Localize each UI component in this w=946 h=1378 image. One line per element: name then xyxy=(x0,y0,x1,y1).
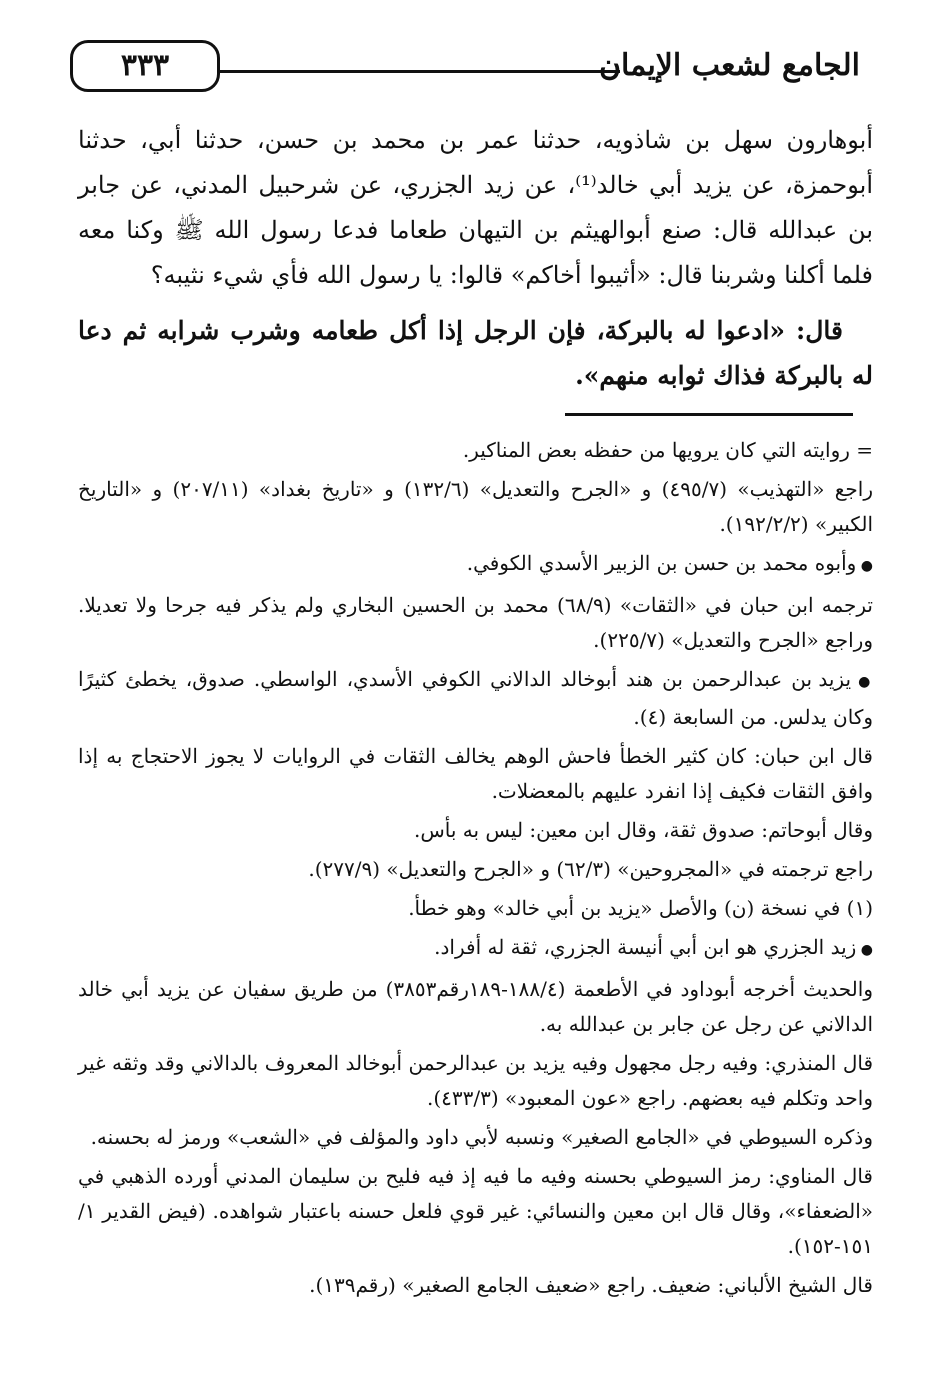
page-header xyxy=(70,40,870,100)
main-text xyxy=(78,118,873,398)
footnote-line: راجع ترجمته في «المجروحين» (٦٢/٣) و «الجرح والتعديل» (٢٧٧/٩). xyxy=(308,857,873,881)
hadith-chain-paragraph: أبوهارون سهل بن شاذويه، حدثنا عمر بن محمد بن حسن، حدثنا أبي، حدثنا أبوحمزة، عن يزيد أبي خالد⁽¹⁾، عن زيد الجزري، عن شرحبيل المدني، عن جابر بن عبدالله قال: صنع أبوالهيثم بن التيهان طعاما فدعا رسول الله ﷺ وكنا معه فلما أكلنا وشربنا قال: «أثيبوا أخاكم» قالوا: يا رسول الله فأي شيء نثيبه؟ xyxy=(78,126,873,289)
footnote-line: وذكره السيوطي في «الجامع الصغير» ونسبه لأبي داود والمؤلف في «الشعب» ورمز له بحسنه. xyxy=(90,1125,873,1149)
running-title: الجامع لشعب الإيمان xyxy=(598,48,860,83)
footnote-line: ● وأبوه محمد بن حسن بن الزبير الأسدي الكوفي. xyxy=(78,546,873,584)
footnotes xyxy=(78,433,873,1307)
prophetic-saying: قال: «ادعوا له بالبركة، فإن الرجل إذا أكل طعامه وشرب شرابه ثم دعا له بالبركة فذاك ثوابه منهم». xyxy=(78,316,873,390)
page-number: ٣٣٣ xyxy=(70,40,220,92)
header-rule xyxy=(220,70,620,73)
footnote-line: (١) في نسخة (ن) والأصل «يزيد بن أبي خالد» وهو خطأ. xyxy=(408,896,873,920)
footnote-line: قال الشيخ الألباني: ضعيف. راجع «ضعيف الجامع الصغير» (رقم١٣٩). xyxy=(309,1273,873,1297)
footnote-line: = روايته التي كان يرويها من حفظه بعض المناكير. xyxy=(462,438,873,462)
footnote-line: ● يزيد بن عبدالرحمن بن هند أبوخالد الدالاني الكوفي الأسدي، الواسطي. صدوق، يخطئ كثيرًا وكان يدلس. من السابعة (٤). xyxy=(78,662,873,735)
footnote-line: قال المناوي: رمز السيوطي بحسنه وفيه ما فيه إذ فيه فليح بن سليمان المدني أورده الذهبي في «الضعفاء»، وقال قال ابن معين والنسائي: غير قوي فلعل حسنه باعتبار شواهده. (فيض القدير ١/ ١٥١-١٥٢). xyxy=(78,1164,873,1258)
footnote-separator xyxy=(565,413,853,416)
footnote-line: قال ابن حبان: كان كثير الخطأ فاحش الوهم يخالف الثقات في الروايات لا يجوز الاحتجاج به إذا وافق الثقات فكيف إذا انفرد عليهم بالمعضلات. xyxy=(78,744,873,803)
footnote-line: راجع «التهذيب» (٤٩٥/٧) و «الجرح والتعديل» (١٣٢/٦) و «تاريخ بغداد» (٢٠٧/١١) و «التاريخ الكبير» (١٩٢/٢/٢). xyxy=(78,477,874,536)
footnote-line: وقال أبوحاتم: صدوق ثقة، وقال ابن معين: ليس به بأس. xyxy=(413,818,873,842)
footnote-line: ترجمه ابن حبان في «الثقات» (٦٨/٩) محمد بن الحسين البخاري ولم يذكر فيه جرحا ولا تعديلا. وراجع «الجرح والتعديل» (٢٢٥/٧). xyxy=(78,593,873,652)
footnote-line: والحديث أخرجه أبوداود في الأطعمة (١٨٨/٤-١٨٩رقم٣٨٥٣) من طريق سفيان عن يزيد أبي خالد الدالاني عن رجل عن جابر بن عبدالله به. xyxy=(78,977,873,1036)
footnote-line: ● زيد الجزري هو ابن أبي أنيسة الجزري، ثقة له أفراد. xyxy=(78,930,873,968)
footnote-line: قال المنذري: وفيه رجل مجهول وفيه يزيد بن عبدالرحمن أبوخالد المعروف بالدالاني وقد وثقه غير واحد وتكلم فيه بعضهم. راجع «عون المعبود» (٤٣٣/٣). xyxy=(78,1051,873,1110)
